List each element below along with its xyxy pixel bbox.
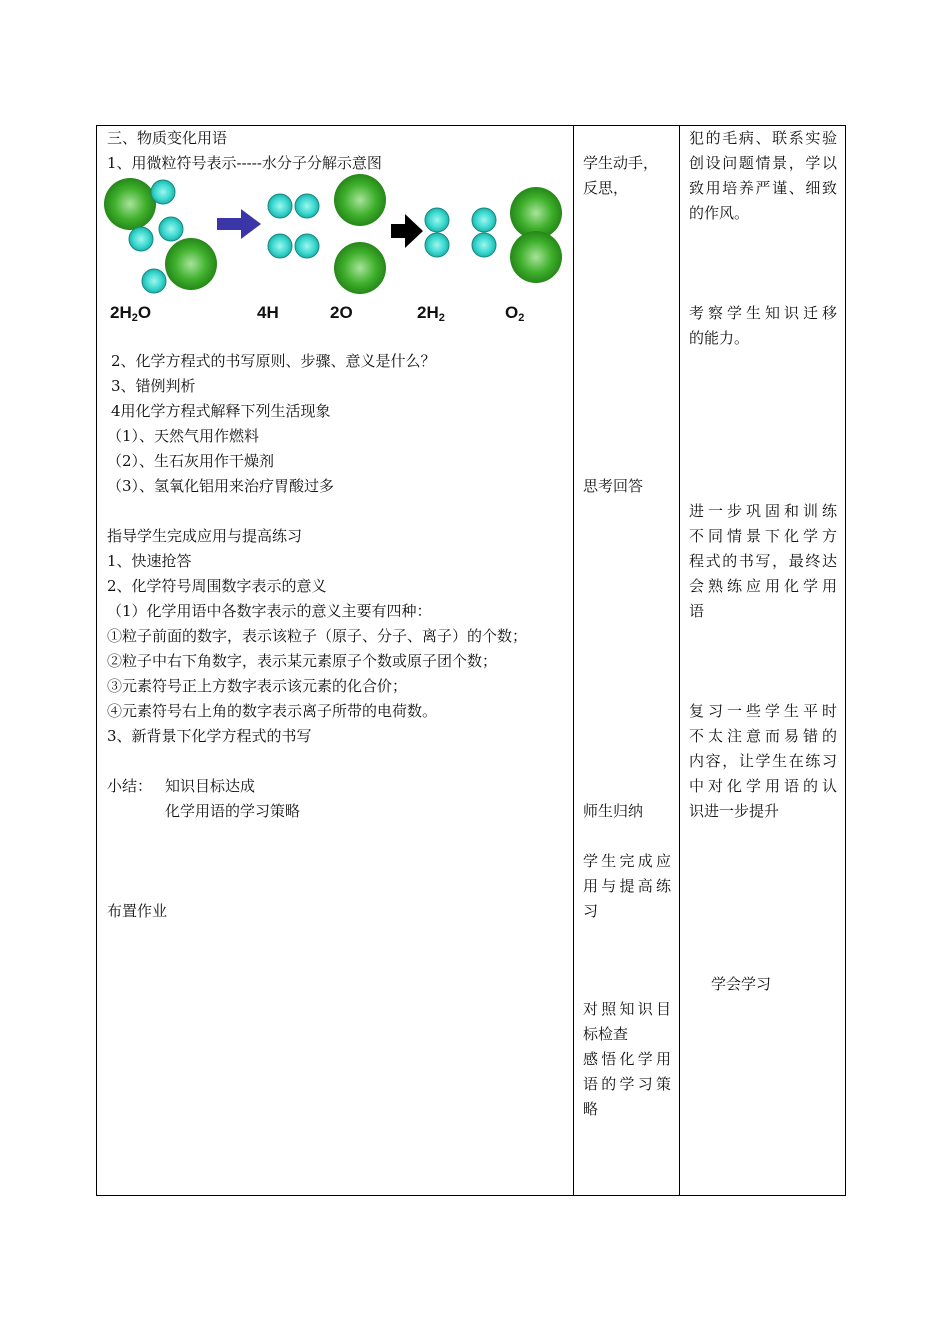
activity-text: 学生完成应 <box>583 852 671 870</box>
hydrogen-atom <box>142 269 166 293</box>
circled-point: ①粒子前面的数字，表示该粒子（原子、分子、离子）的个数； <box>107 627 528 645</box>
intent-text: 识进一步提升 <box>689 802 780 820</box>
hydrogen-atom <box>151 180 175 204</box>
question-3: 3、错例判析 <box>111 377 196 395</box>
hydrogen-atoms-group <box>268 194 319 258</box>
practice-item: 2、化学符号周围数字表示的意义 <box>107 577 327 595</box>
hydrogen-atom <box>129 227 153 251</box>
section-title: 三、物质变化用语 <box>107 129 228 147</box>
question-4-item: （2）、生石灰用作干燥剂 <box>107 452 275 470</box>
activity-text: 标检查 <box>583 1025 629 1043</box>
activity-text: 师生归纳 <box>583 802 644 820</box>
content-column <box>97 126 573 1195</box>
question-4: 4用化学方程式解释下列生活现象 <box>111 402 331 420</box>
water-molecule-2 <box>142 217 217 293</box>
hydrogen-atom <box>159 217 183 241</box>
activity-text: 学生动手， <box>583 154 659 172</box>
student-activity-column <box>574 126 679 1195</box>
practice-subitem: （1）化学用语中各数字表示的意义主要有四种： <box>107 602 432 620</box>
intent-text: 的能力。 <box>689 329 750 347</box>
intent-text: 程式的书写，最终达 <box>689 552 837 570</box>
lesson-plan-table <box>96 125 846 1196</box>
formula-label: $2H_2O$ <box>110 303 152 324</box>
intent-text: 学会学习 <box>711 975 772 993</box>
formula-label: $2H_2$ <box>417 303 445 324</box>
formula-label: $O_2$ <box>505 303 525 324</box>
reaction-arrow-icon <box>391 214 423 248</box>
intent-text: 的作风。 <box>689 204 750 222</box>
circled-point: ④元素符号右上角的数字表示离子所带的电荷数。 <box>107 702 438 720</box>
practice-item: 3、新背景下化学方程式的书写 <box>107 727 312 745</box>
summary-label: 小结： <box>107 777 153 795</box>
oxygen-atom <box>165 238 217 290</box>
activity-text: 对照知识目 <box>583 1000 671 1018</box>
intent-text: 致用培养严谨、细致 <box>689 179 837 197</box>
circled-point: ②粒子中右下角数字，表示某元素原子个数或原子团个数； <box>107 652 498 670</box>
oxygen-atoms-group <box>334 174 386 294</box>
intent-text: 不同情景下化学方 <box>689 527 837 545</box>
activity-text: 用与提高练 <box>583 877 671 895</box>
homework: 布置作业 <box>107 902 168 920</box>
activity-text: 语的学习策 <box>583 1075 671 1093</box>
intent-text: 内容，让学生在练习 <box>689 752 837 770</box>
hydrogen-molecules-group <box>425 208 496 257</box>
oxygen-atom <box>104 178 156 230</box>
practice-item: 1、快速抢答 <box>107 552 192 570</box>
circled-point: ③元素符号正上方数字表示该元素的化合价； <box>107 677 408 695</box>
intent-text: 语 <box>689 602 705 620</box>
question-2: 2、化学方程式的书写原则、步骤、意义是什么？ <box>111 352 436 370</box>
intent-text: 复习一些学生平时 <box>689 702 837 720</box>
intent-text: 创设问题情景，学以 <box>689 154 837 172</box>
intent-text: 进一步巩固和训练 <box>689 502 837 520</box>
oxygen-molecule <box>510 187 562 283</box>
summary-item: 知识目标达成 <box>165 777 256 795</box>
formula-label: 4H <box>257 303 279 322</box>
intent-text: 犯的毛病、联系实验 <box>689 129 837 147</box>
intent-text: 中对化学用语的认 <box>689 777 837 795</box>
formula-label: 2O <box>330 303 353 322</box>
activity-text: 感悟化学用 <box>583 1050 671 1068</box>
water-molecule-1 <box>104 178 175 251</box>
activity-text: 习 <box>583 902 599 920</box>
water-decomposition-diagram <box>103 174 573 299</box>
reaction-arrow-icon <box>217 209 261 239</box>
design-intent-column <box>680 126 846 1195</box>
question-4-item: （1）、天然气用作燃料 <box>107 427 260 445</box>
guide-heading: 指导学生完成应用与提高练习 <box>107 527 303 545</box>
intent-text: 不太注意而易错的 <box>689 727 837 745</box>
question-4-item: （3）、氢氧化铝用来治疗胃酸过多 <box>107 477 335 495</box>
activity-text: 反思， <box>583 179 629 197</box>
activity-text: 略 <box>583 1100 599 1118</box>
activity-text: 思考回答 <box>583 477 644 495</box>
intent-text: 考察学生知识迁移 <box>689 304 837 322</box>
item1-title: 1、用微粒符号表示-----水分子分解示意图 <box>107 154 382 172</box>
summary-item: 化学用语的学习策略 <box>165 802 301 820</box>
intent-text: 会熟练应用化学用 <box>689 577 837 595</box>
